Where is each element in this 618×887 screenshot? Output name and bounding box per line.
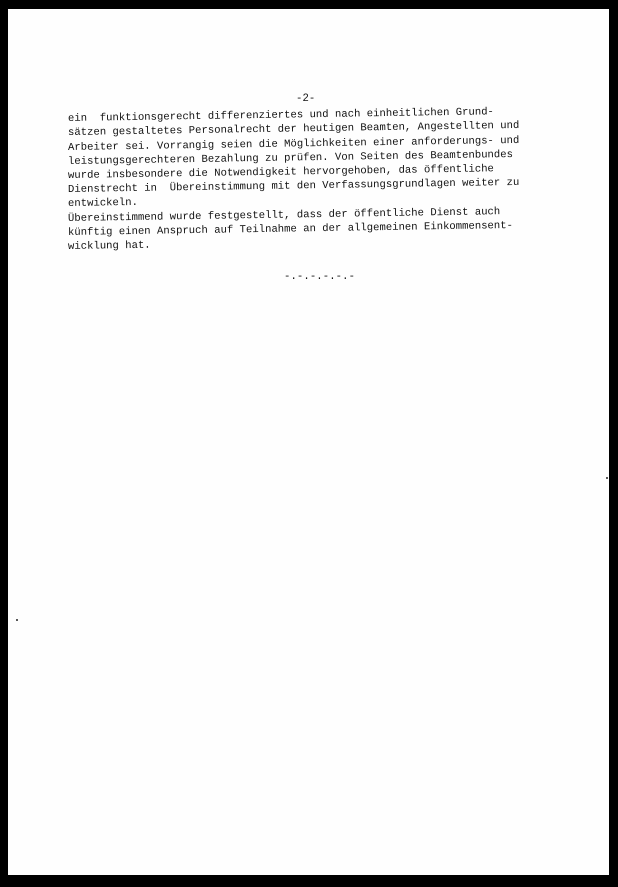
paragraph-1-line: entwickeln. bbox=[67, 196, 139, 210]
paragraph-1-line: Arbeiter sei. Vorrangig seien die Möglichkeiten einer anforderungs- und bbox=[67, 134, 520, 154]
paragraph-2-line: künftig einen Anspruch auf Teilnahme an der allgemeinen Einkommensent- bbox=[67, 220, 514, 239]
paragraph-1-line: Dienstrecht in Übereinstimmung mit den Verfassungsgrundlagen weiter zu bbox=[67, 176, 520, 196]
paper-sheet bbox=[8, 9, 609, 875]
section-separator: -.-.-.-.-.- bbox=[284, 271, 356, 283]
paragraph-1-line: sätzen gestaltetes Personalrecht der heutigen Beamten, Angestellten und bbox=[67, 119, 520, 139]
page-number: -2- bbox=[296, 93, 316, 105]
scan-speck bbox=[606, 477, 608, 479]
paragraph-1-line: wurde insbesondere die Notwendigkeit hervorgehoben, das öffentliche bbox=[67, 163, 494, 182]
paragraph-2-line: wicklung hat. bbox=[67, 239, 151, 253]
scan-speck bbox=[16, 619, 18, 621]
paragraph-2-line: Übereinstimmend wurde festgestellt, dass der öffentliche Dienst auch bbox=[67, 206, 501, 225]
paragraph-1-line: ein funktionsgerecht differenziertes und nach einheitlichen Grund- bbox=[67, 106, 494, 125]
paragraph-1-line: leistungsgerechteren Bezahlung zu prüfen. Von Seiten des Beamtenbundes bbox=[67, 149, 514, 168]
